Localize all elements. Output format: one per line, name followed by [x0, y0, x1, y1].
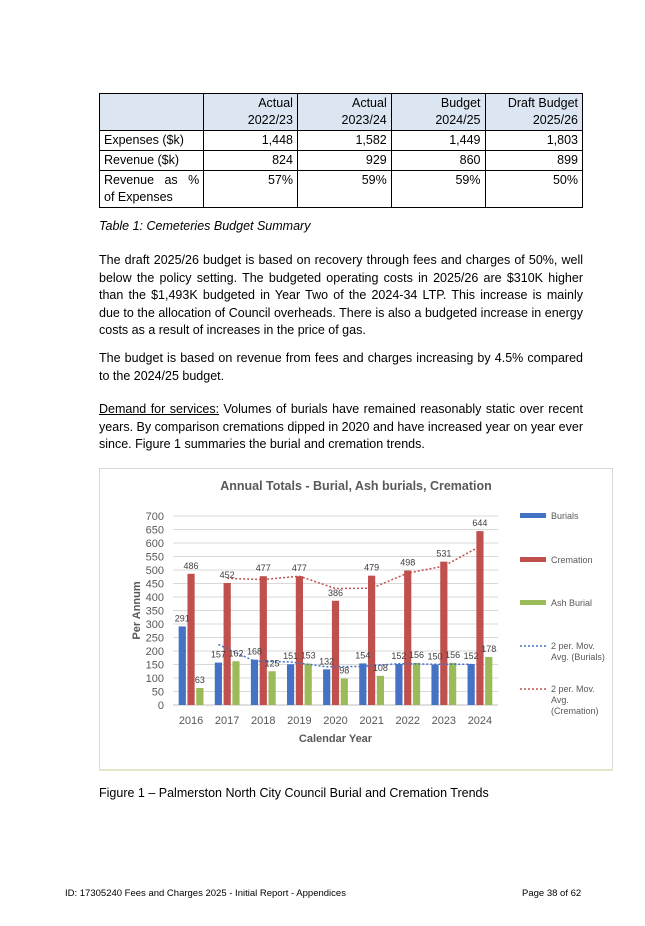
- y-tick-label: 300: [145, 619, 164, 631]
- bar-ash-burial: [232, 661, 239, 705]
- bar-ash-burial: [377, 676, 384, 705]
- bar-cremation: [332, 601, 339, 705]
- x-tick-label: 2022: [395, 715, 420, 727]
- y-tick-label: 200: [145, 646, 164, 658]
- data-label: 531: [436, 548, 452, 559]
- data-label: 153: [300, 650, 316, 661]
- y-tick-label: 400: [145, 592, 164, 604]
- bar-burials: [215, 663, 222, 705]
- bar-ash-burial: [305, 664, 312, 705]
- table-header-cell: [100, 94, 204, 131]
- row-label: Expenses ($k): [100, 131, 204, 151]
- table-header-cell: Actual 2023/24: [297, 94, 391, 131]
- bar-burials: [251, 660, 258, 705]
- data-label: 486: [183, 560, 199, 571]
- table-cell: 50%: [485, 171, 583, 208]
- table-cell: 1,448: [204, 131, 298, 151]
- legend-label: 2 per. Mov. Avg. (Cremation): [551, 684, 599, 716]
- legend-label: Ash Burial: [551, 598, 593, 608]
- data-label: 156: [409, 649, 425, 660]
- bar-cremation: [296, 576, 303, 705]
- demand-heading: Demand for services:: [99, 402, 220, 416]
- data-label: 644: [472, 518, 488, 529]
- table-row: [100, 151, 583, 171]
- legend-label: 2 per. Mov. Avg. (Burials): [551, 641, 605, 662]
- y-tick-label: 500: [145, 565, 164, 577]
- table-cell: 57%: [204, 171, 298, 208]
- bar-cremation: [440, 562, 447, 705]
- y-axis-label: Per Annum: [131, 581, 143, 640]
- data-label: 178: [481, 643, 497, 654]
- bar-ash-burial: [341, 679, 348, 705]
- x-axis-label: Calendar Year: [298, 733, 373, 745]
- page-number: Page 38 of 62: [522, 888, 582, 899]
- x-tick-label: 2017: [214, 715, 240, 727]
- data-label: 132: [319, 656, 335, 667]
- row-label: Revenue ($k): [100, 151, 204, 171]
- bar-ash-burial: [268, 671, 275, 705]
- data-label: 108: [372, 662, 388, 673]
- data-label: 498: [400, 557, 416, 568]
- bar-burials: [179, 626, 186, 705]
- paragraph-revenue: The budget is based on revenue from fees and charges increasing by 4.5% compared to the 2024/25 budget.: [99, 351, 583, 383]
- legend-label: Burials: [551, 511, 579, 521]
- paragraph-budget: The draft 2025/26 budget is based on recovery through fees and charges of 50%, well below the policy setting. The budgeted operating costs in 2025/26 are $310K higher than the $1,493K budgeted in Year Two of the 2024-34 LTP. This increase is mainly due to the allocation of Council overheads. There is also a budgeted increase in energy costs as a result of increases in the price of gas.: [99, 253, 583, 338]
- data-label: 98: [339, 665, 350, 676]
- data-label: 477: [291, 563, 307, 574]
- bar-burials: [287, 664, 294, 705]
- x-tick-label: 2018: [251, 715, 276, 727]
- y-tick-label: 50: [151, 686, 164, 699]
- data-label: 157: [210, 649, 226, 660]
- chart-container: [99, 468, 613, 771]
- row-label: Revenue as % of Expenses: [100, 171, 204, 208]
- bar-cremation: [187, 574, 194, 705]
- y-tick-label: 600: [145, 538, 164, 550]
- bar-ash-burial: [449, 663, 456, 705]
- y-tick-label: 350: [145, 605, 164, 618]
- data-label: 291: [174, 613, 190, 624]
- table-cell: 1,449: [391, 131, 485, 151]
- bar-cremation: [368, 576, 375, 705]
- table-cell: 824: [204, 151, 298, 171]
- budget-summary-table: [99, 93, 583, 208]
- legend-swatch: [520, 557, 546, 562]
- data-label: 152: [391, 650, 407, 661]
- y-tick-label: 450: [145, 578, 164, 591]
- x-tick-label: 2024: [467, 715, 493, 727]
- y-tick-label: 650: [145, 524, 164, 537]
- table-header-cell: Draft Budget 2025/26: [485, 94, 583, 131]
- footer-id: ID: 17305240 Fees and Charges 2025 - Initial Report - Appendices: [65, 888, 346, 899]
- bar-burials: [395, 664, 402, 705]
- data-label: 125: [264, 658, 280, 669]
- y-tick-label: 550: [145, 551, 164, 564]
- burial-cremation-chart: [100, 469, 612, 769]
- bar-cremation: [404, 571, 411, 705]
- y-tick-label: 150: [145, 659, 164, 672]
- bar-burials: [468, 664, 475, 705]
- data-label: 150: [427, 651, 443, 662]
- bar-burials: [323, 669, 330, 705]
- figure-caption: Figure 1 – Palmerston North City Council Burial and Cremation Trends: [99, 786, 489, 800]
- table-cell: 1,803: [485, 131, 583, 151]
- data-label: 477: [255, 563, 271, 574]
- x-tick-label: 2023: [431, 715, 457, 727]
- bar-ash-burial: [196, 688, 203, 705]
- table-row: [100, 171, 583, 208]
- bar-cremation: [476, 531, 483, 705]
- table-cell: 860: [391, 151, 485, 171]
- demand-body: Volumes of burials have remained reasonably static over recent years. By comparison cremations dipped in 2020 and have increased year on year ever since. Figure 1 summaries the burial and cremation trends.: [99, 402, 583, 452]
- table-header-row: [100, 94, 583, 131]
- table-cell: 1,582: [297, 131, 391, 151]
- table-header-cell: Budget 2024/25: [391, 94, 485, 131]
- data-label: 154: [355, 650, 371, 661]
- bar-cremation: [224, 583, 231, 705]
- table-cell: 929: [297, 151, 391, 171]
- data-label: 479: [364, 562, 380, 573]
- table-cell: 899: [485, 151, 583, 171]
- legend-swatch: [520, 600, 546, 605]
- table-header-cell: Actual 2022/23: [204, 94, 298, 131]
- legend-swatch: [520, 513, 546, 518]
- y-tick-label: 250: [145, 632, 164, 645]
- table-caption: Table 1: Cemeteries Budget Summary: [99, 219, 311, 233]
- data-label: 162: [228, 648, 244, 659]
- data-label: 168: [246, 646, 262, 657]
- data-label: 156: [445, 649, 461, 660]
- data-label: 63: [194, 674, 205, 685]
- data-label: 386: [327, 587, 344, 598]
- table-cell: 59%: [297, 171, 391, 208]
- data-label: 151: [283, 651, 299, 662]
- bar-burials: [359, 663, 366, 705]
- y-tick-label: 100: [145, 673, 164, 685]
- x-tick-label: 2021: [359, 715, 384, 727]
- x-tick-label: 2016: [178, 715, 204, 727]
- x-tick-label: 2019: [287, 715, 312, 727]
- bar-ash-burial: [485, 657, 492, 705]
- bar-burials: [431, 665, 438, 706]
- paragraph-demand: [99, 401, 583, 454]
- y-tick-label: 0: [157, 700, 164, 712]
- table-cell: 59%: [391, 171, 485, 208]
- bar-cremation: [260, 576, 267, 705]
- table-row: [100, 131, 583, 151]
- y-tick-label: 700: [145, 511, 164, 523]
- chart-title: Annual Totals - Burial, Ash burials, Cremation: [220, 479, 492, 493]
- x-tick-label: 2020: [323, 715, 348, 727]
- data-label: 152: [463, 650, 479, 661]
- data-label: 452: [219, 569, 235, 580]
- legend-label: Cremation: [551, 555, 593, 565]
- bar-ash-burial: [413, 663, 420, 705]
